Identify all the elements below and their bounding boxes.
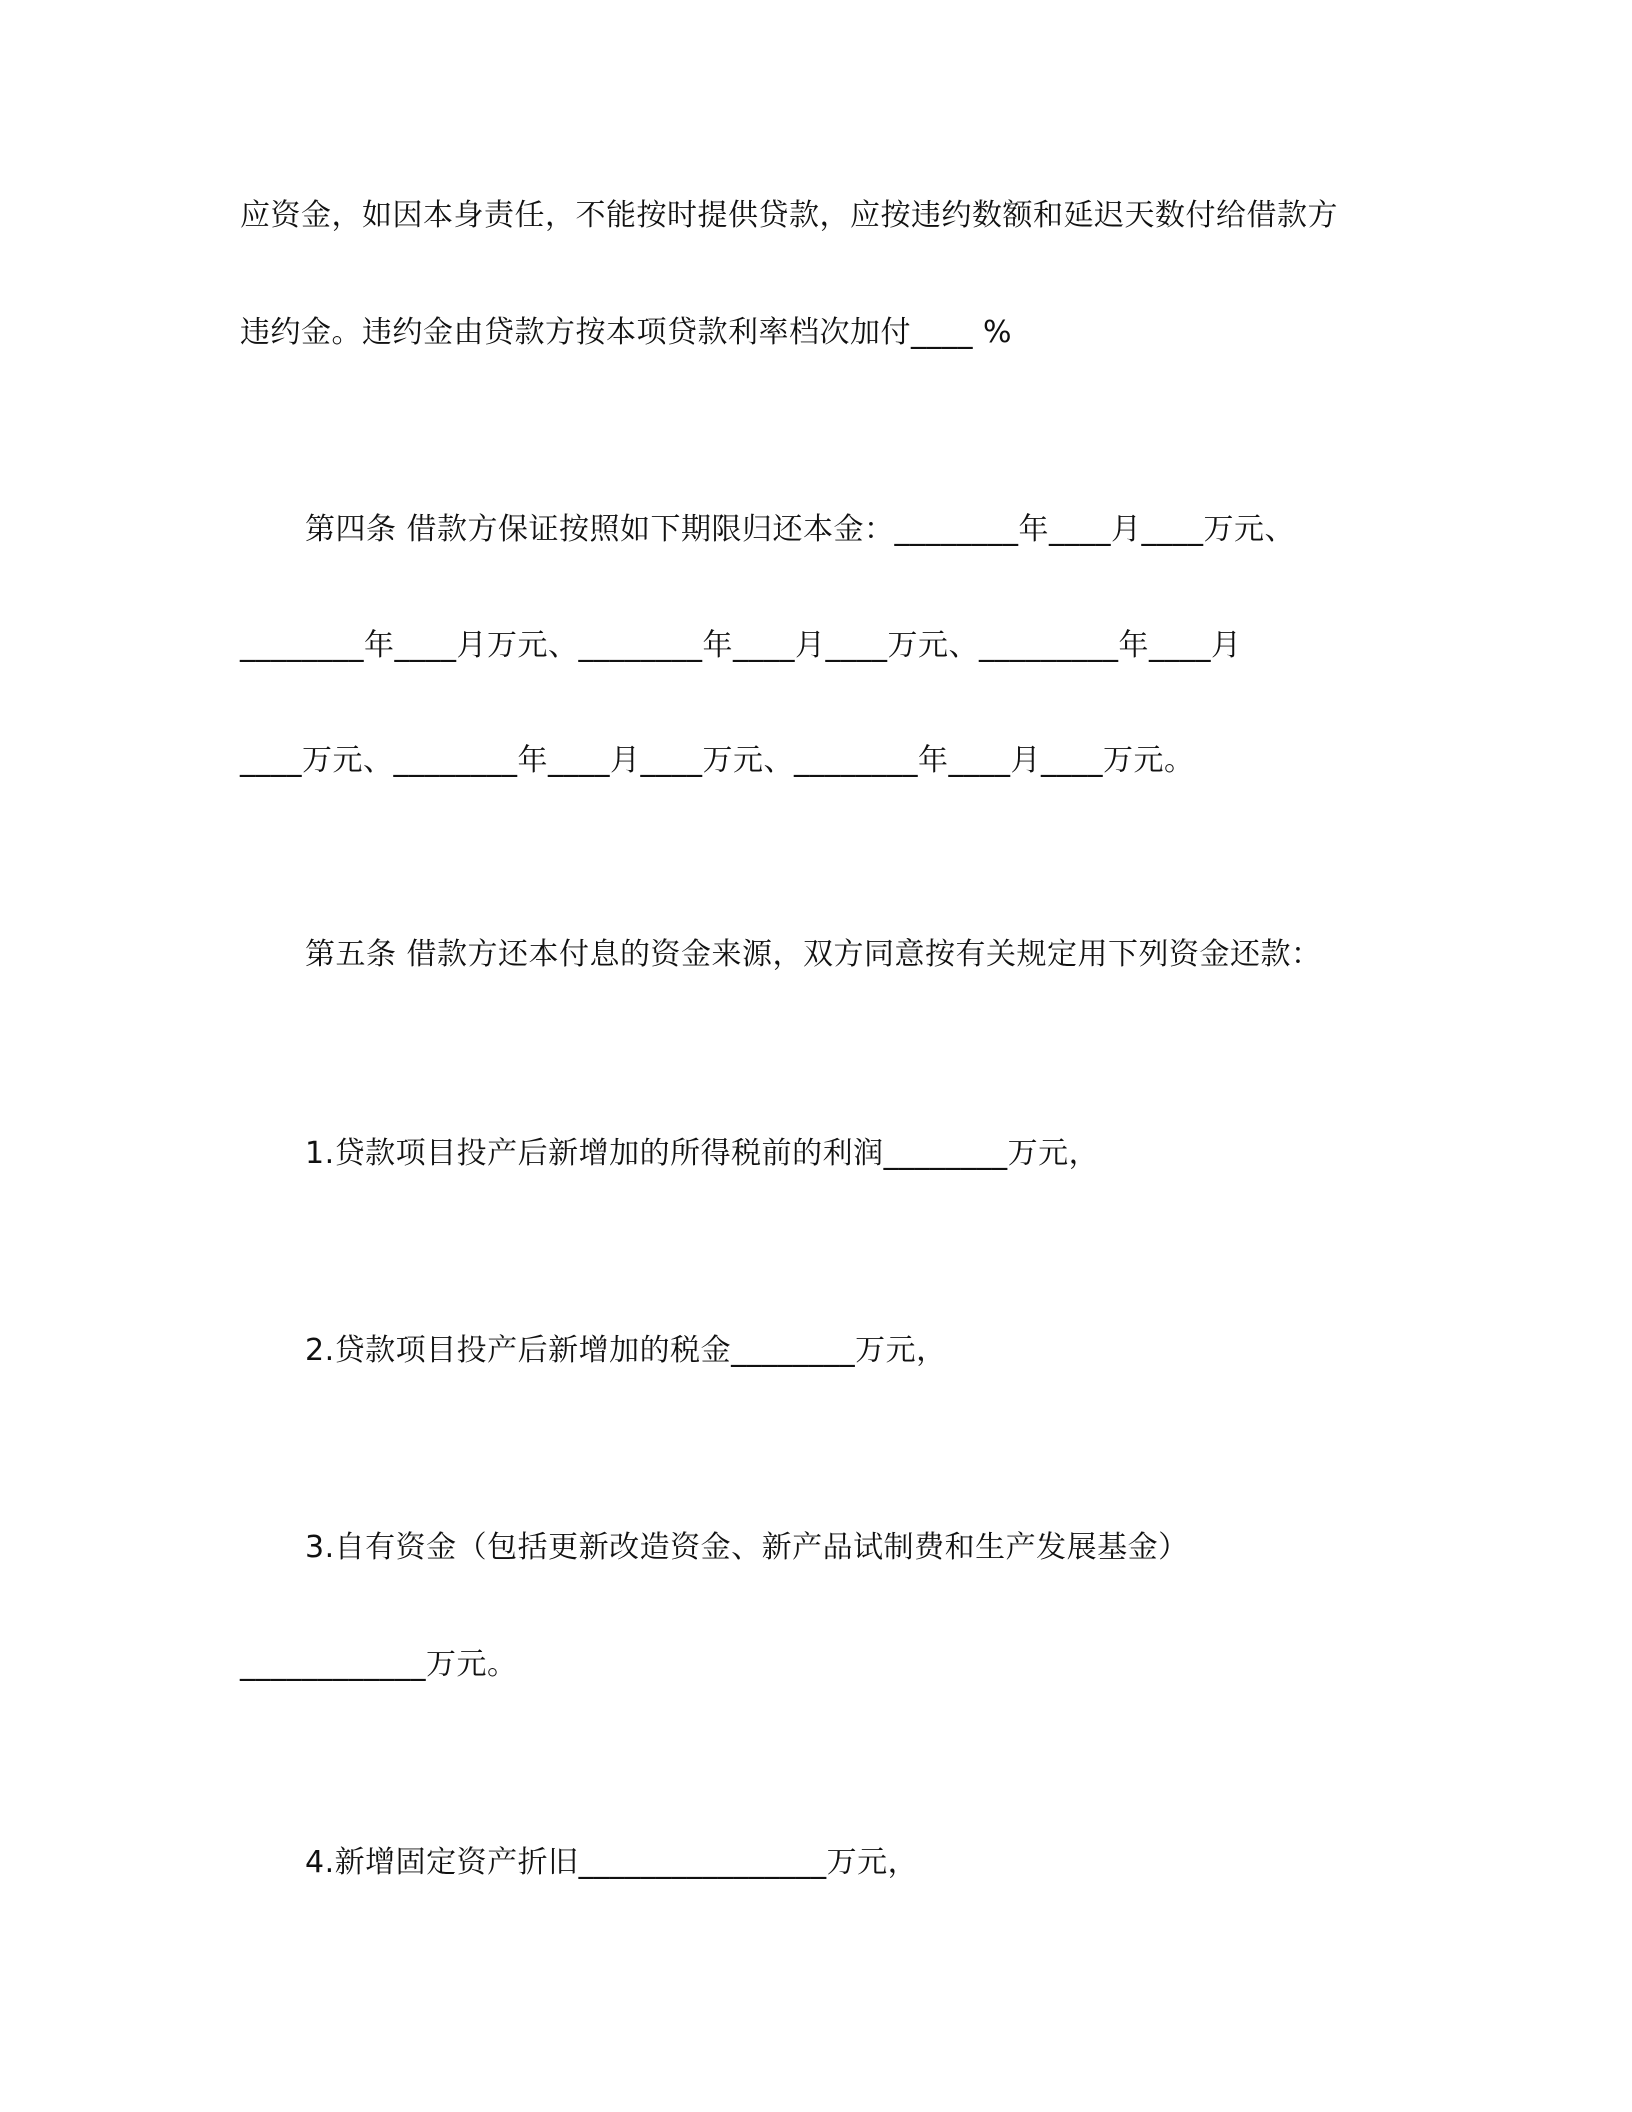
text-line-5: ____万元、________年____月____万元、________年____月____万元。 <box>240 743 1195 778</box>
list-item-2: 2.贷款项目投产后新增加的税金________万元， <box>305 1333 947 1368</box>
article-5-heading: 第五条 借款方还本付息的资金来源，双方同意按有关规定用下列资金还款： <box>305 937 1322 972</box>
list-item-3: 3.自有资金（包括更新改造资金、新产品试制费和生产发展基金） <box>305 1530 1189 1565</box>
text-line-4: ________年____月万元、________年____月____万元、_________年____月 <box>240 628 1242 663</box>
text-line-2: 违约金。违约金由贷款方按本项贷款利率档次加付____ % <box>240 315 1013 350</box>
text-line-1: 应资金，如因本身责任，不能按时提供贷款，应按违约数额和延迟天数付给借款方 <box>240 198 1338 233</box>
article-4-heading: 第四条 借款方保证按照如下期限归还本金：________年____月____万元、 <box>305 512 1296 547</box>
list-item-4: 4.新增固定资产折旧________________万元， <box>305 1845 919 1880</box>
list-item-3-continuation: ____________万元。 <box>240 1647 518 1682</box>
list-item-1: 1.贷款项目投产后新增加的所得税前的利润________万元， <box>305 1136 1100 1171</box>
